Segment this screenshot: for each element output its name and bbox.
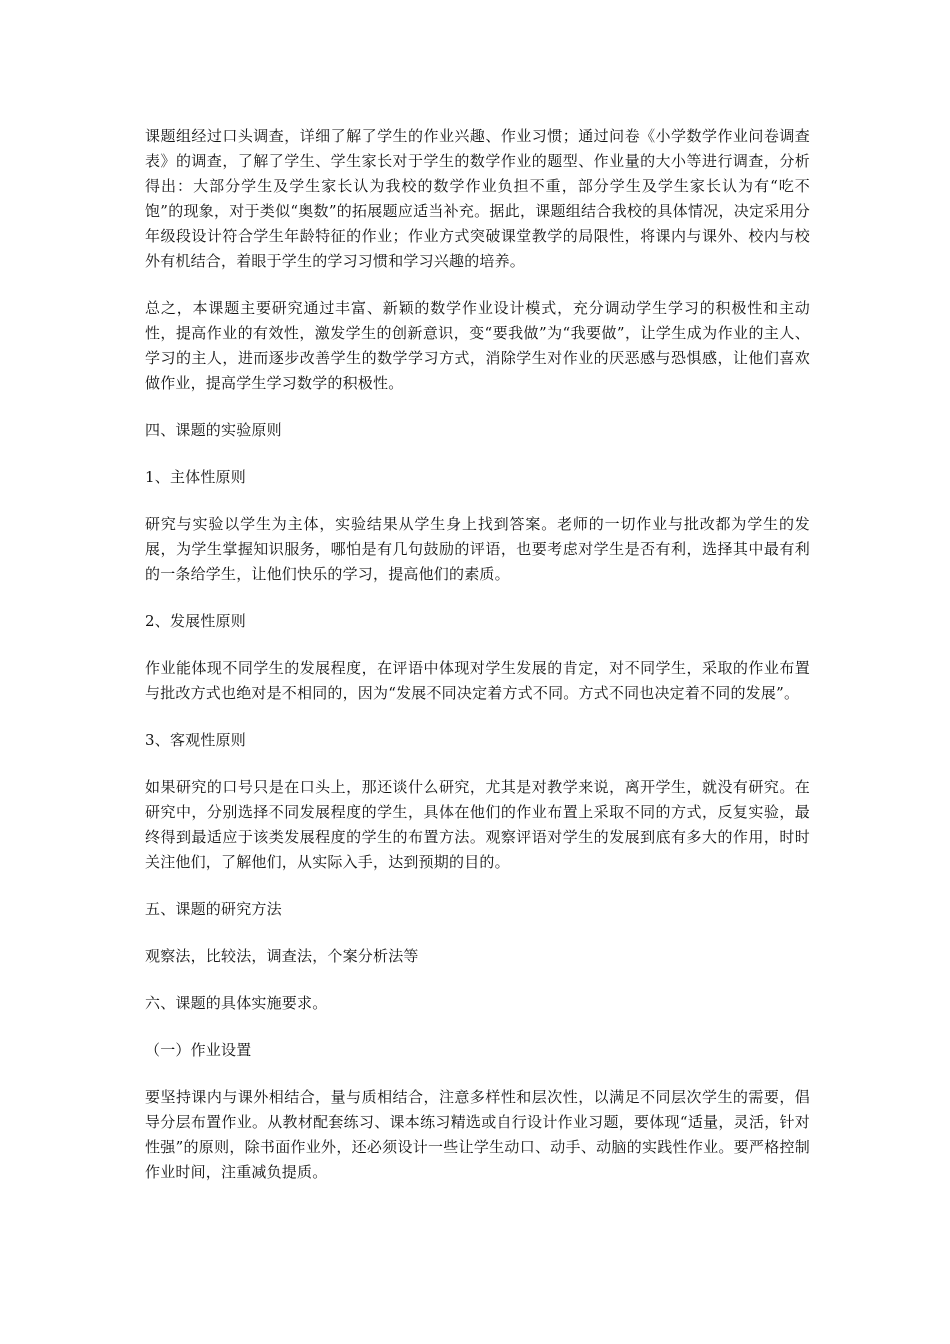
section-heading-principles: 四、课题的实验原则 (145, 421, 282, 439)
paragraph-survey: 课题组经过口头调查，详细了解了学生的作业兴趣、作业习惯；通过问卷《小学数学作业问卷调查表》的调查，了解了学生、学生家长对于学生的数学作业的题型、作业量的大小等进行调查，分析得出：大部分学生及学生家长认为我校的数学作业负担不重，部分学生及学生家长认为有“吃不饱”的现象，对于类似“奥数”的拓展题应适当补充。据此，课题组结合我校的具体情况，决定采用分年级段设计符合学生年龄特征的作业；作业方式突破课堂教学的局限性，将课内与课外、校内与校外有机结合，着眼于学生的学习习惯和学习兴趣的培养。 (145, 127, 810, 270)
paragraph-objective-principle: 如果研究的口号只是在口头上，那还谈什么研究，尤其是对教学来说，离开学生，就没有研究。在研究中，分别选择不同发展程度的学生，具体在他们的作业布置上采取不同的方式，反复实验，最终得到最适应于该类发展程度的学生的布置方法。观察评语对学生的发展到底有多大的作用，时时关注他们，了解他们，从实际入手，达到预期的目的。 (145, 778, 810, 871)
subheading-objective-principle: 3、客观性原则 (145, 731, 246, 749)
section-heading-implementation: 六、课题的具体实施要求。 (145, 994, 328, 1012)
section-heading-methods: 五、课题的研究方法 (145, 900, 282, 918)
subheading-development-principle: 2、发展性原则 (145, 612, 246, 630)
paragraph-development-principle: 作业能体现不同学生的发展程度，在评语中体现对学生发展的肯定，对不同学生，采取的作业布置与批改方式也绝对是不相同的，因为“发展不同决定着方式不同。方式不同也决定着不同的发展”。 (145, 659, 810, 702)
paragraph-homework-setting: 要坚持课内与课外相结合，量与质相结合，注意多样性和层次性，以满足不同层次学生的需要，倡导分层布置作业。从教材配套练习、课本练习精选或自行设计作业习题，要体现“适量，灵活，针对性强”的原则，除书面作业外，还必须设计一些让学生动口、动手、动脑的实践性作业。要严格控制作业时间，注重减负提质。 (145, 1088, 810, 1181)
document-page (145, 124, 810, 1207)
paragraph-methods: 观察法，比较法，调查法，个案分析法等 (145, 947, 419, 965)
subheading-subject-principle: 1、主体性原则 (145, 468, 246, 486)
paragraph-summary: 总之，本课题主要研究通过丰富、新颖的数学作业设计模式，充分调动学生学习的积极性和主动性，提高作业的有效性，激发学生的创新意识，变“要我做”为“我要做”，让学生成为作业的主人、学习的主人，进而逐步改善学生的数学学习方式，消除学生对作业的厌恶感与恐惧感，让他们喜欢做作业，提高学生学习数学的积极性。 (145, 299, 810, 392)
subheading-homework-setting: （一）作业设置 (145, 1041, 252, 1059)
paragraph-subject-principle: 研究与实验以学生为主体，实验结果从学生身上找到答案。老师的一切作业与批改都为学生的发展，为学生掌握知识服务，哪怕是有几句鼓励的评语，也要考虑对学生是否有利，选择其中最有利的一条给学生，让他们快乐的学习，提高他们的素质。 (145, 515, 810, 583)
